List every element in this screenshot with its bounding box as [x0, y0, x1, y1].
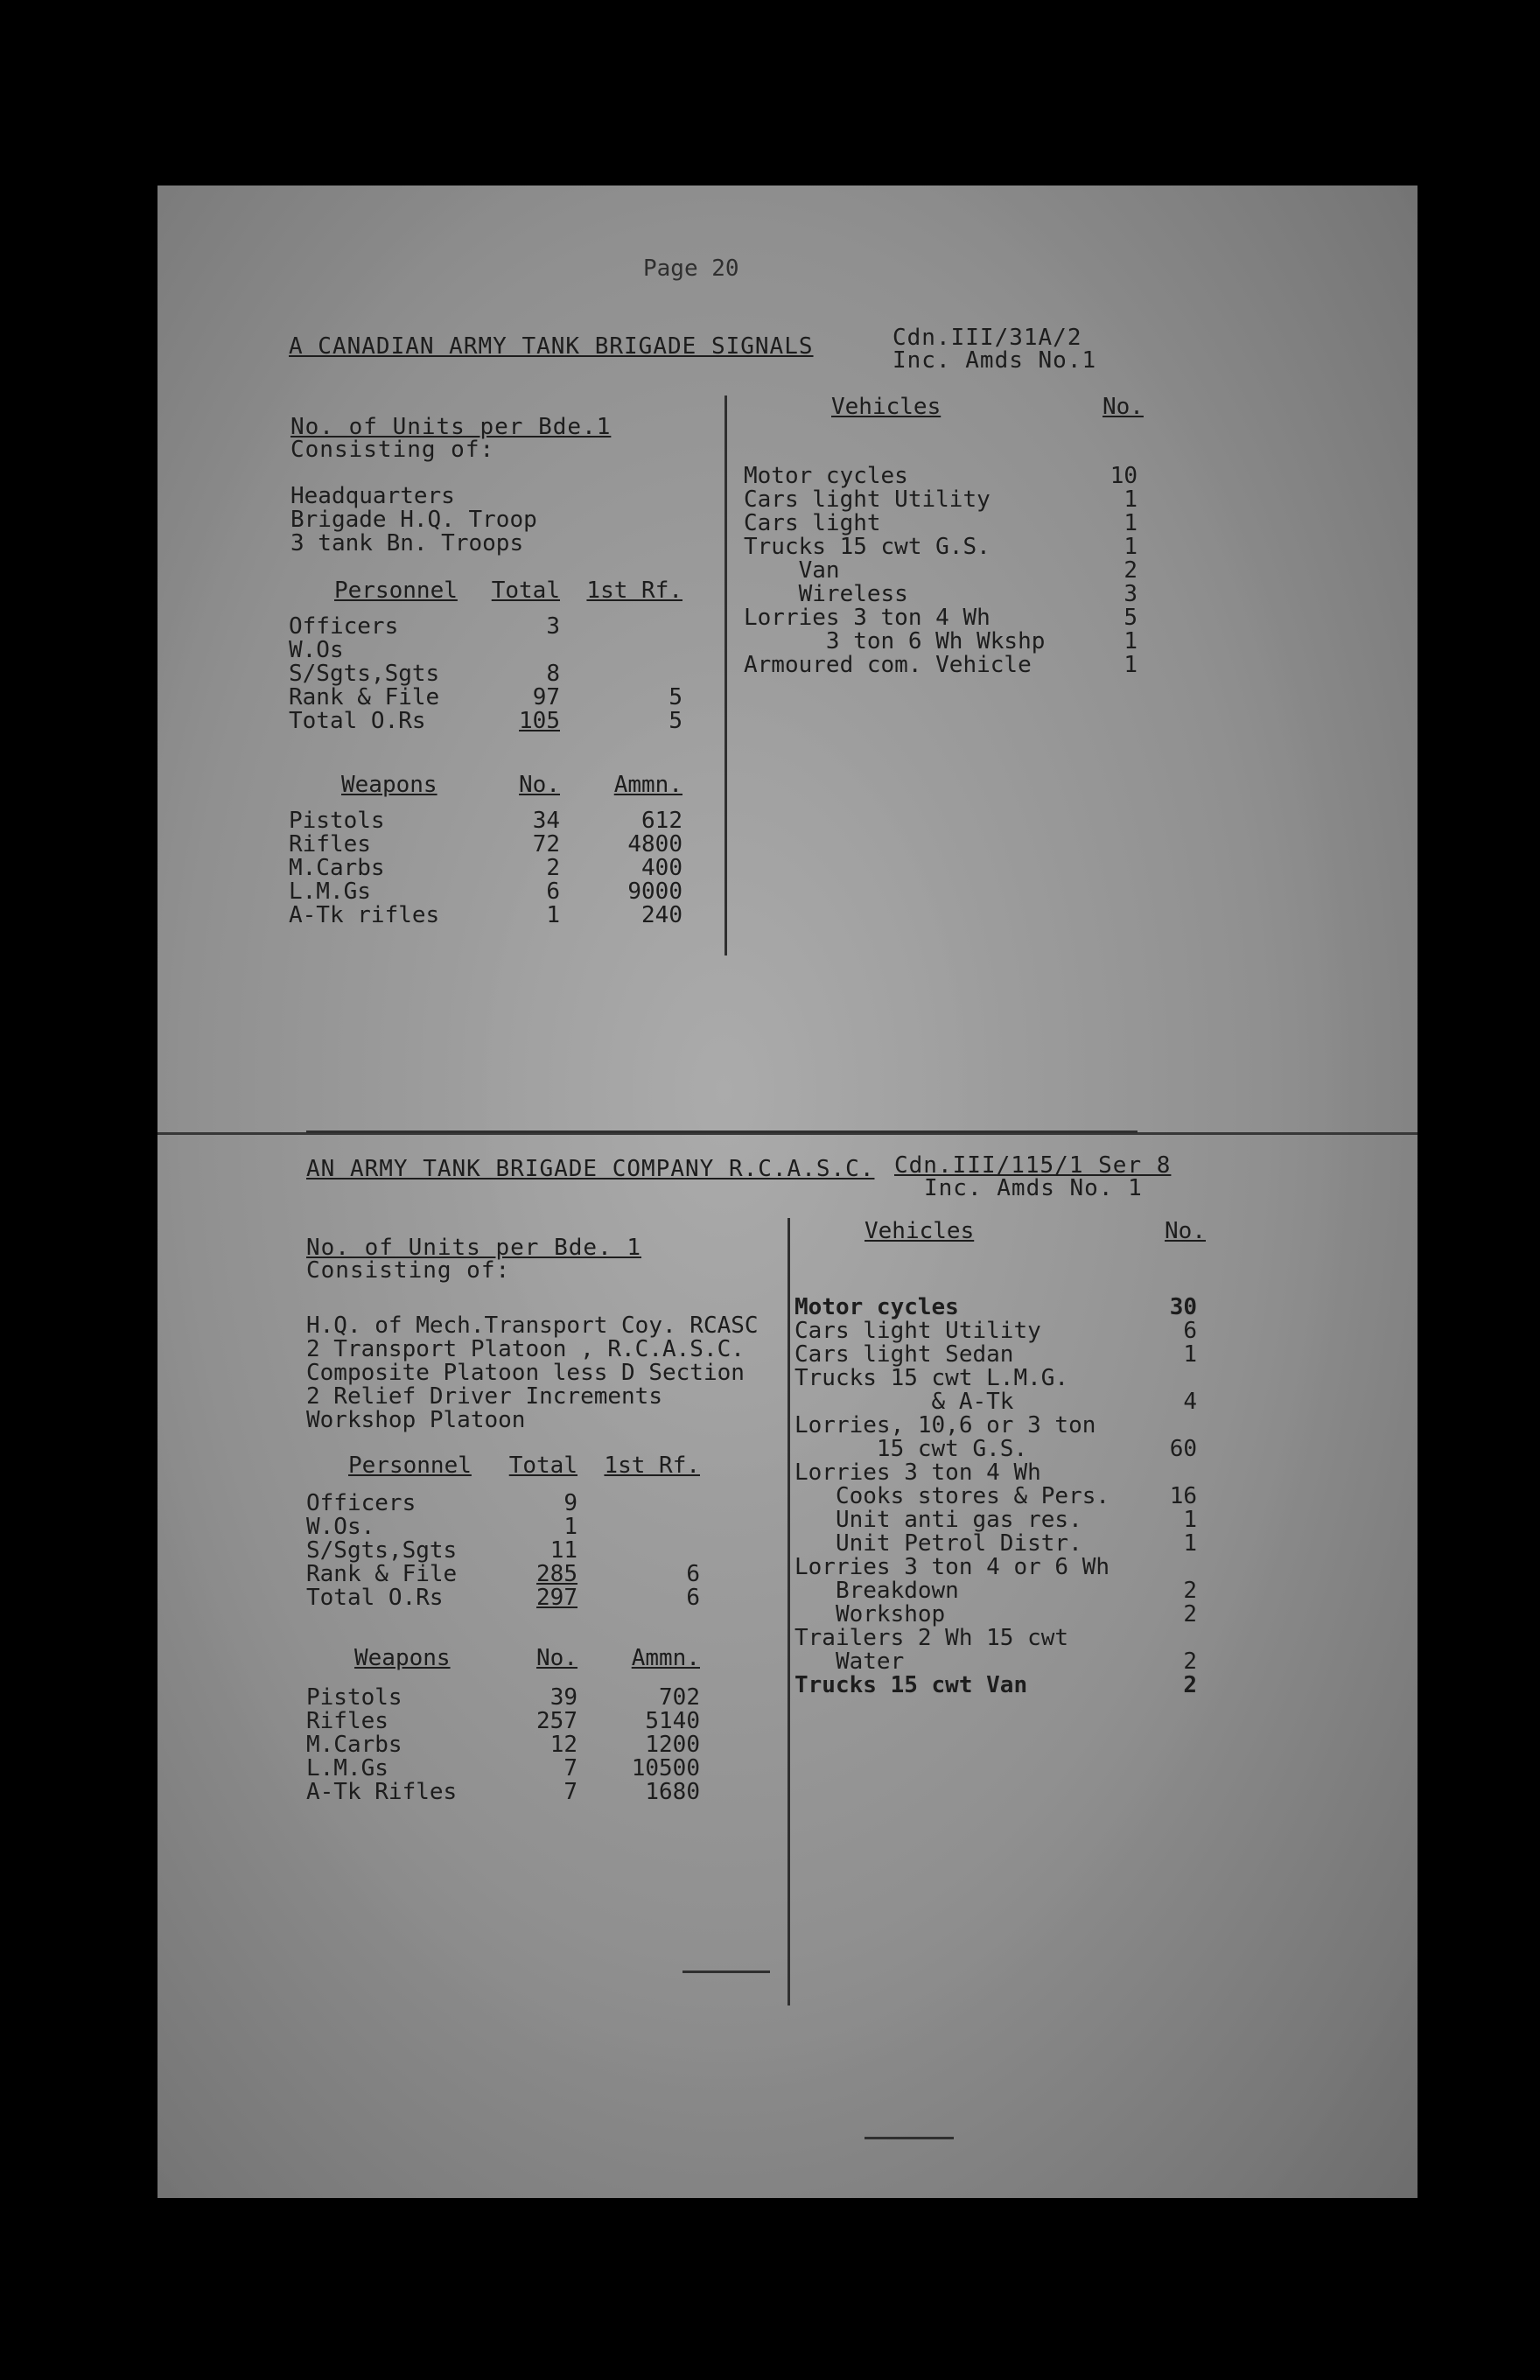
- table-row: Rifles 72 4800: [289, 831, 682, 858]
- list-item: Headquarters: [290, 483, 455, 509]
- table-row: L.M.Gs 6 9000: [289, 878, 682, 905]
- table-header: Vehicles No.: [831, 394, 1144, 420]
- table-row: Rifles 257 5140: [306, 1708, 700, 1734]
- table-row: Rank & File 285 6: [306, 1561, 700, 1587]
- table-row: Rank & File 97 5: [289, 684, 682, 710]
- table-row: Lorries 3 ton 4 Wh 5: [744, 605, 1138, 631]
- bottom-units-per-bde: No. of Units per Bde. 1: [306, 1235, 642, 1261]
- table-row: Unit Petrol Distr. 1: [794, 1530, 1197, 1557]
- table-row: W.Os: [289, 637, 344, 663]
- closing-rule: [682, 1970, 770, 1973]
- top-weapons-table: [289, 774, 682, 928]
- table-row: Motor cycles 30: [794, 1294, 1197, 1320]
- table-row: Lorries 3 ton 4 or 6 Wh: [794, 1554, 1110, 1580]
- bottom-ref: Cdn.III/115/1 Ser 8: [894, 1152, 1172, 1179]
- table-row: Cars light Utility 1: [744, 486, 1138, 513]
- column-divider: [724, 396, 727, 956]
- table-row: Cars light 1: [744, 510, 1138, 536]
- table-row: Workshop 2: [794, 1601, 1197, 1628]
- column-divider: [788, 1218, 790, 2006]
- top-vehicles-table: [744, 394, 1144, 678]
- bottom-amendment: Inc. Amds No. 1: [924, 1175, 1143, 1201]
- page-number: Page 20: [643, 256, 739, 282]
- table-row: Trailers 2 Wh 15 cwt: [794, 1625, 1069, 1651]
- table-row: Trucks 15 cwt Van 2: [794, 1672, 1197, 1698]
- table-row: Lorries, 10,6 or 3 ton: [794, 1412, 1096, 1438]
- table-row: A-Tk rifles 1 240: [289, 902, 682, 928]
- table-row: Officers 3: [289, 613, 560, 640]
- table-header: Vehicles No.: [864, 1218, 1206, 1244]
- bottom-weapons-table: [306, 1647, 700, 1804]
- table-header: Weapons No. Ammn.: [341, 772, 682, 798]
- table-row: Cars light Utility 6: [794, 1318, 1197, 1344]
- bottom-vehicles-table: [794, 1220, 1206, 1698]
- bottom-consisting-of: Consisting of:: [306, 1257, 511, 1284]
- top-title: A CANADIAN ARMY TANK BRIGADE SIGNALS: [289, 333, 814, 360]
- table-row: Cars light Sedan 1: [794, 1341, 1197, 1368]
- table-row: W.Os. 1: [306, 1514, 578, 1540]
- table-row: Armoured com. Vehicle 1: [744, 652, 1138, 678]
- table-row: Cooks stores & Pers. 16: [794, 1483, 1197, 1509]
- table-row: L.M.Gs 7 10500: [306, 1755, 700, 1782]
- bottom-personnel-table: [306, 1454, 700, 1610]
- table-row: 15 cwt G.S. 60: [794, 1436, 1197, 1462]
- table-row: 3 ton 6 Wh Wkshp 1: [744, 628, 1138, 654]
- table-row: M.Carbs 2 400: [289, 855, 682, 881]
- bottom-consisting-list: [306, 1314, 759, 1432]
- top-ref: Cdn.III/31A/2: [892, 325, 1082, 351]
- table-row: A-Tk Rifles 7 1680: [306, 1779, 700, 1805]
- table-header: Personnel Total 1st Rf.: [334, 578, 682, 604]
- list-item: 2 Relief Driver Increments: [306, 1383, 662, 1410]
- table-row: Wireless 3: [744, 581, 1138, 607]
- table-row: & A-Tk 4: [794, 1389, 1197, 1415]
- table-row: S/Sgts,Sgts 11: [306, 1537, 578, 1564]
- top-personnel-table: [289, 579, 682, 733]
- punch-hole: [1452, 430, 1488, 466]
- table-row: Water 2: [794, 1648, 1197, 1675]
- section-separator: [306, 1130, 1138, 1133]
- table-row: Motor cycles 10: [744, 463, 1138, 489]
- table-row: Unit anti gas res. 1: [794, 1507, 1197, 1533]
- table-row: Trucks 15 cwt G.S. 1: [744, 534, 1138, 560]
- table-row: Officers 9: [306, 1490, 578, 1516]
- top-consisting-of: Consisting of:: [290, 437, 495, 463]
- table-row: M.Carbs 12 1200: [306, 1732, 700, 1758]
- table-header: Weapons No. Ammn.: [354, 1645, 700, 1671]
- table-header: Personnel Total 1st Rf.: [348, 1452, 700, 1479]
- document-page: [158, 186, 1418, 2198]
- top-units-per-bde: No. of Units per Bde.1: [290, 414, 612, 440]
- table-row: Breakdown 2: [794, 1578, 1197, 1604]
- table-row: Total O.Rs 105 5: [289, 708, 682, 734]
- list-item: 3 tank Bn. Troops: [290, 530, 524, 556]
- list-item: Composite Platoon less D Section: [306, 1360, 745, 1386]
- top-amendment: Inc. Amds No.1: [892, 347, 1097, 374]
- table-row: Pistols 39 702: [306, 1684, 700, 1711]
- table-row: Van 2: [744, 557, 1138, 584]
- list-item: Brigade H.Q. Troop: [290, 507, 537, 533]
- list-item: H.Q. of Mech.Transport Coy. RCASC: [306, 1312, 759, 1339]
- table-row: S/Sgts,Sgts 8: [289, 661, 560, 687]
- top-consisting-list: [290, 485, 537, 556]
- closing-rule: [864, 2137, 954, 2139]
- list-item: Workshop Platoon: [306, 1407, 526, 1433]
- table-row: Pistols 34 612: [289, 808, 682, 834]
- list-item: 2 Transport Platoon , R.C.A.S.C.: [306, 1336, 745, 1362]
- table-row: Trucks 15 cwt L.M.G.: [794, 1365, 1069, 1391]
- table-row: Lorries 3 ton 4 Wh: [794, 1460, 1041, 1486]
- table-row: Total O.Rs 297 6: [306, 1585, 700, 1611]
- bottom-title: AN ARMY TANK BRIGADE COMPANY R.C.A.S.C.: [306, 1156, 875, 1182]
